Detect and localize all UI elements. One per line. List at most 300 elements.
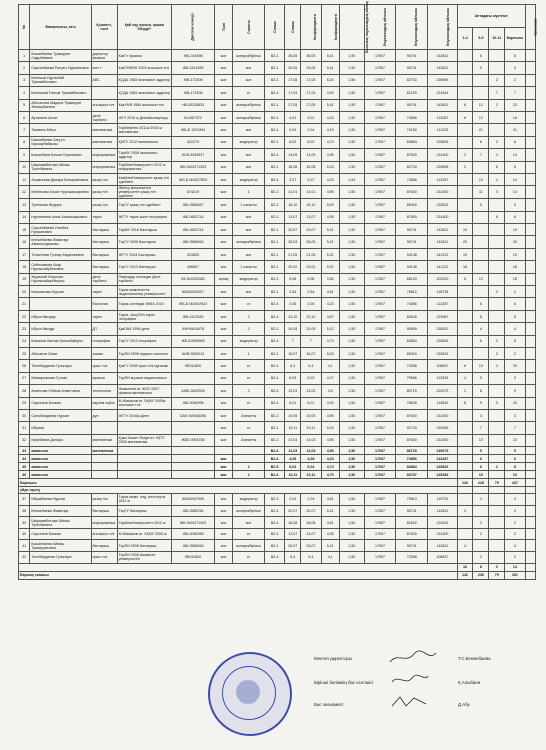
table-cell: [457, 199, 473, 211]
table-cell: 95741: [396, 540, 428, 552]
table-cell: [525, 74, 535, 86]
table-cell: 7: [19, 124, 30, 136]
table-cell: 17697: [364, 360, 396, 372]
table-cell: 10: [505, 434, 525, 446]
table-cell: 36,05: [301, 50, 321, 62]
table-cell: биология: [91, 298, 117, 310]
table-cell: жоғ: [215, 505, 233, 517]
table-cell: 19,11: [285, 422, 301, 434]
table-cell: Айтчанова Мадина Туякмурат Жанықбаевна: [30, 99, 91, 111]
table-cell: [525, 261, 535, 273]
table-cell: 86715: [396, 447, 428, 455]
table-cell: [489, 273, 505, 285]
table-cell: 74856: [396, 111, 428, 123]
table-row: [19, 360, 536, 372]
table-cell: 5: [473, 199, 489, 211]
table-cell: 6,01: [285, 397, 301, 409]
table-cell: 2: [233, 310, 265, 322]
table-cell: 874219: [172, 186, 215, 199]
table-cell: [457, 409, 473, 421]
table-cell: 18,08: [301, 517, 321, 529]
table-row: [19, 517, 536, 529]
table-cell: В2-1: [264, 261, 284, 273]
table-cell: Кенжебаева Жамилуа Аманкелдыкызы: [30, 236, 91, 248]
table-cell: 1,50: [339, 149, 364, 161]
table-row: [19, 463, 536, 471]
table-cell: [91, 87, 117, 99]
table-cell: 1,50: [339, 360, 364, 372]
table-cell: В2-1: [264, 224, 284, 236]
table-cell: 17697: [364, 87, 396, 99]
table-cell: 23: [505, 99, 525, 111]
table-cell: 1,50: [339, 422, 364, 434]
table-cell: 5,41: [321, 224, 339, 236]
table-cell: 10,05: [285, 409, 301, 421]
table-cell: 20,07: [301, 505, 321, 517]
col-coef: Коэффициенті: [301, 5, 321, 50]
table-cell: 1,50: [339, 323, 364, 335]
table-cell: 120073: [428, 385, 457, 397]
table-cell: ТарГУ бастауыш: [117, 505, 171, 517]
table-cell: Сатыбалдиева Нурсан: [30, 409, 91, 421]
subtotal-row-cell: 0: [489, 563, 505, 571]
table-cell: ТарГУ 2013 бастауыш: [117, 261, 171, 273]
table-cell: 4,61: [321, 494, 339, 506]
table-cell: жоғ: [215, 494, 233, 506]
table-cell: 4,95: [321, 447, 339, 455]
table-cell: [473, 347, 489, 359]
table-cell: жоғ: [215, 199, 233, 211]
table-cell: [473, 236, 489, 248]
table-cell: 6: [473, 136, 489, 148]
table-cell: 4,5: [321, 385, 339, 397]
table-cell: география: [91, 335, 117, 347]
table-cell: [525, 335, 535, 347]
table-cell: 143811: [428, 50, 457, 62]
table-cell: 1,50: [339, 517, 364, 529]
table-cell: қазақ тілі: [91, 494, 117, 506]
table-cell: 1,90: [339, 62, 364, 74]
table-cell: Сейлхамова Асар Нурлыкайрбековна: [30, 261, 91, 273]
table-cell: 2: [457, 161, 473, 173]
table-cell: 1,50: [339, 211, 364, 223]
total-row-cell: 79: [489, 479, 505, 487]
table-cell: жоғ: [215, 463, 233, 471]
table-cell: [489, 447, 505, 455]
table-cell: 89016: [396, 347, 428, 359]
table-cell: 34: [19, 455, 30, 463]
table-cell: 17697: [364, 186, 396, 199]
table-cell: 78812: [396, 286, 428, 298]
table-cell: Жетісу мемлекеттік университеті қазақ тілі әдебиеті: [117, 186, 171, 199]
table-cell: 8: [473, 310, 489, 322]
table-cell: модератор: [233, 173, 265, 185]
table-cell: 74856: [396, 298, 428, 310]
table-cell: 27: [19, 372, 30, 384]
table-cell: [525, 273, 535, 285]
table-cell: ТарМемУни 2011ж 2016 ж математика: [117, 124, 171, 136]
table-cell: [457, 298, 473, 310]
table-cell: 4,01: [301, 111, 321, 123]
table-cell: 3: [505, 409, 525, 421]
table-cell: В2-4: [264, 360, 284, 372]
table-cell: жоғ: [215, 62, 233, 74]
table-cell: 4,74: [321, 136, 339, 148]
table-cell: Кумсбаева Динара: [30, 434, 91, 446]
table-cell: 1,50: [339, 298, 364, 310]
table-cell: 7: [505, 87, 525, 99]
section-row-label: үйде оқыту: [19, 487, 458, 494]
table-cell: 133524: [428, 347, 457, 359]
table-cell: 16,07: [285, 347, 301, 359]
table-cell: 131400: [428, 434, 457, 446]
table-cell: [525, 286, 535, 298]
table-cell: 17697: [364, 261, 396, 273]
table-cell: 17697: [364, 286, 396, 298]
table-cell: 6,01: [301, 397, 321, 409]
table-cell: дүн: [91, 409, 117, 421]
table-cell: В2-4: [264, 397, 284, 409]
table-cell: қазақ тілі: [91, 173, 117, 185]
table-cell: 4,08: [285, 455, 301, 463]
table-cell: 2: [473, 517, 489, 529]
table-cell: 14: [19, 211, 30, 223]
table-cell: жоғары/бірінші: [233, 111, 265, 123]
subtotal-row-cell: 16: [457, 563, 473, 571]
table-cell: 2: [233, 385, 265, 397]
table-cell: 10: [505, 471, 525, 479]
table-cell: В2-4: [264, 552, 284, 564]
table-row: [19, 528, 536, 540]
grand-total-row-cell: 142: [457, 571, 473, 579]
table-cell: Ибрайбаева Нурсая: [30, 494, 91, 506]
table-cell: [457, 335, 473, 347]
table-cell: 118728: [428, 286, 457, 298]
table-cell: [525, 173, 535, 185]
table-cell: 75566: [396, 372, 428, 384]
section-row-cell: [457, 487, 473, 494]
table-cell: [489, 323, 505, 335]
table-cell: 9: [473, 397, 489, 409]
deputy-label: Бірінші бөлімнің бас есепшісі: [314, 680, 374, 685]
table-cell: 3,07: [285, 173, 301, 185]
table-cell: 79813: [396, 494, 428, 506]
table-cell: В2-5: [264, 385, 284, 397]
table-cell: Тараз мемлекеттік педагогикалық университеті: [117, 286, 171, 298]
tarification-sheet: [18, 1, 538, 580]
table-cell: 2: [473, 552, 489, 564]
table-cell: [489, 372, 505, 384]
table-cell: 4: [473, 323, 489, 335]
table-cell: 28: [19, 385, 30, 397]
table-cell: жоғ: [215, 471, 233, 479]
table-cell: В2-2: [264, 211, 284, 223]
table-cell: 11: [473, 186, 489, 199]
table-cell: бастауыш: [91, 540, 117, 552]
table-cell: 1 санатты: [233, 261, 265, 273]
table-row: [19, 347, 536, 359]
table-cell: 5: [473, 447, 489, 455]
table-cell: 6,4: [285, 360, 301, 372]
table-row: [19, 236, 536, 248]
table-cell: 1,50: [339, 447, 364, 455]
table-cell: 6: [457, 99, 473, 111]
table-row: [19, 136, 536, 148]
table-cell: [489, 124, 505, 136]
table-cell: ст: [233, 372, 265, 384]
table-cell: В3-3: [264, 273, 284, 285]
table-cell: 25: [19, 347, 30, 359]
table-cell: 27,05: [301, 99, 321, 111]
table-cell: ҚазГУ 2008 орыс тілі мұғалімі: [117, 360, 171, 372]
table-cell: 87600: [396, 528, 428, 540]
table-cell: 1: [19, 50, 30, 62]
table-cell: [117, 455, 171, 463]
table-cell: 17697: [364, 505, 396, 517]
table-cell: арнау: [215, 273, 233, 285]
table-cell: [172, 471, 215, 479]
table-cell: 1,50: [339, 87, 364, 99]
table-cell: 82733: [396, 161, 428, 173]
table-cell: 5: [505, 447, 525, 455]
table-cell: жоғ: [215, 211, 233, 223]
table-cell: 108837: [428, 552, 457, 564]
grand-total-row-cell: 451: [505, 571, 525, 579]
table-cell: ЖБ-0084996: [172, 397, 215, 409]
table-cell: 1,50: [339, 494, 364, 506]
table-cell: 23,10: [301, 310, 321, 322]
table-cell: [489, 505, 505, 517]
table-cell: 7: [285, 335, 301, 347]
accountant-name: Д.Абу: [458, 702, 470, 707]
table-cell: [525, 397, 535, 409]
official-seal: [208, 652, 292, 736]
col-hours: Аптадағы жүктеме: [457, 5, 525, 28]
table-cell: Айтчанов Лазат: [30, 347, 91, 359]
table-cell: 17697: [364, 236, 396, 248]
table-cell: 4,67: [321, 310, 339, 322]
table-cell: ЖБ-Б 1201994: [172, 124, 215, 136]
table-cell: 16,10: [301, 199, 321, 211]
table-cell: математика: [91, 124, 117, 136]
table-cell: ЖБ-0687214: [172, 211, 215, 223]
table-cell: 19: [457, 224, 473, 236]
table-cell: 36: [19, 471, 30, 479]
table-cell: [525, 149, 535, 161]
table-cell: 16,10: [285, 199, 301, 211]
table-cell: 20: [505, 397, 525, 409]
table-cell: жоғ: [233, 62, 265, 74]
table-cell: тарих: [91, 211, 117, 223]
table-cell: 26,07: [285, 540, 301, 552]
table-cell: [457, 74, 473, 86]
table-cell: 20: [457, 236, 473, 248]
table-cell: 80715: [396, 385, 428, 397]
table-cell: 4: [19, 87, 30, 99]
table-cell: 5,03: [321, 347, 339, 359]
table-cell: жоғ: [215, 298, 233, 310]
table-cell: 17697: [364, 385, 396, 397]
table-cell: вакансия: [30, 455, 91, 463]
table-row: [19, 50, 536, 62]
table-cell: 20,07: [285, 224, 301, 236]
table-cell: 119720: [428, 494, 457, 506]
col-grade: Санаты: [233, 5, 265, 50]
table-cell: 112287: [428, 298, 457, 310]
table-cell: 72558: [396, 552, 428, 564]
table-cell: [525, 124, 535, 136]
accountant-label: Бас экономист: [314, 702, 344, 707]
table-cell: 2,54: [285, 286, 301, 298]
table-cell: Жәмкенов ат. ЖОУ 2007 физика-математика: [117, 385, 171, 397]
table-cell: Мамырханова Гүлсім: [30, 372, 91, 384]
table-cell: 9: [505, 385, 525, 397]
table-cell: [91, 422, 117, 434]
table-cell: КОБ-0345937: [172, 149, 215, 161]
table-cell: 5,24: [321, 422, 339, 434]
table-cell: жоғары/бірінші: [233, 50, 265, 62]
table-cell: 2,05: [285, 298, 301, 310]
table-cell: Кенешов Нурлыбай Туякамбекович: [30, 74, 91, 86]
table-cell: 5: [19, 99, 30, 111]
table-cell: 6: [457, 111, 473, 123]
table-cell: [525, 199, 535, 211]
table-cell: ст: [233, 552, 265, 564]
table-cell: 87600: [396, 211, 428, 223]
table-cell: [457, 463, 473, 471]
table-cell: ҚМТУ 2012 математика: [117, 136, 171, 148]
table-cell: вакансия: [30, 463, 91, 471]
table-cell: 1,50: [339, 385, 364, 397]
table-cell: [525, 471, 535, 479]
table-cell: 20,07: [285, 505, 301, 517]
table-cell: [473, 540, 489, 552]
table-cell: 125826: [428, 335, 457, 347]
table-cell: [489, 409, 505, 421]
table-cell: [489, 310, 505, 322]
table-cell: бастауыш: [91, 224, 117, 236]
table-cell: В2-1: [264, 74, 284, 86]
table-cell: В2-2: [264, 186, 284, 199]
table-cell: орыс тілі: [91, 552, 117, 564]
table-row: [19, 173, 536, 185]
table-cell: Ибуса Мөлдір: [30, 323, 91, 335]
table-cell: М.Жазыков ат. ОҚМУ 2005ж агылшын тілі: [117, 397, 171, 409]
subtotal-row-cell: [525, 563, 535, 571]
table-cell: 2,04: [301, 494, 321, 506]
table-cell: жоғары/бірінші: [233, 540, 265, 552]
table-cell: 17697: [364, 50, 396, 62]
table-cell: 131400: [428, 186, 457, 199]
table-cell: 21: [505, 124, 525, 136]
table-cell: жоғ: [215, 161, 233, 173]
table-cell: 14,01: [301, 186, 321, 199]
table-cell: 95741: [396, 224, 428, 236]
table-row: [19, 248, 536, 260]
table-cell: жоғ: [215, 74, 233, 86]
table-cell: SB011800: [172, 360, 215, 372]
table-row: [19, 149, 536, 161]
table-cell: [525, 434, 535, 446]
table-cell: Кенжебаева Жамилуа: [30, 505, 91, 517]
table-cell: [457, 310, 473, 322]
table-cell: жоғары/бірінші: [233, 99, 265, 111]
table-cell: АНН0615478: [172, 323, 215, 335]
table-cell: ЖБ-0423330: [172, 310, 215, 322]
table-cell: 4,95: [321, 409, 339, 421]
table-cell: [473, 211, 489, 223]
table-cell: 4,61: [321, 286, 339, 298]
table-cell: АЖБ-0622945: [172, 385, 215, 397]
table-cell: [457, 124, 473, 136]
table-cell: 2: [233, 463, 265, 471]
table-cell: [457, 552, 473, 564]
table-cell: 1,50: [339, 505, 364, 517]
table-cell: жоғ: [215, 517, 233, 529]
table-cell: 21: [19, 298, 30, 310]
table-cell: 131400: [428, 211, 457, 223]
table-cell: Жұмыхай Бекуткан Нурлыкайырбекулы: [30, 273, 91, 285]
table-cell: 14,03: [285, 434, 301, 446]
table-cell: 9: [19, 149, 30, 161]
table-cell: 14: [505, 186, 525, 199]
table-cell: [215, 447, 233, 455]
table-cell: 5,41: [321, 62, 339, 74]
table-cell: В2-4: [264, 335, 284, 347]
table-cell: 4,23: [321, 455, 339, 463]
table-cell: В2-1: [264, 248, 284, 260]
table-cell: ҚазГАМ 1998 дене: [117, 323, 171, 335]
col-n: №: [19, 5, 30, 50]
table-cell: 17697: [364, 211, 396, 223]
table-cell: 13,07: [285, 528, 301, 540]
table-cell: 20,05: [285, 62, 301, 74]
table-cell: Ауталиев Асхат: [30, 111, 91, 123]
table-cell: №1067372: [172, 111, 215, 123]
table-cell: 8: [505, 50, 525, 62]
table-cell: бастауыш: [91, 236, 117, 248]
table-cell: 74150: [396, 124, 428, 136]
table-cell: химия: [91, 347, 117, 359]
table-row: [19, 471, 536, 479]
table-cell: 6: [505, 298, 525, 310]
table-cell: 7: [489, 87, 505, 99]
table-cell: КазУМЯ 1984 агылшын тілі: [117, 99, 171, 111]
table-cell: 17,04: [301, 87, 321, 99]
table-cell: [525, 62, 535, 74]
table-cell: 14: [505, 173, 525, 185]
table-cell: 112287: [428, 173, 457, 185]
table-cell: [525, 236, 535, 248]
table-cell: 323653: [172, 248, 215, 260]
table-cell: 4,59: [321, 87, 339, 99]
table-cell: [489, 528, 505, 540]
table-cell: [525, 310, 535, 322]
table-cell: В2-2: [264, 434, 284, 446]
table-row: [19, 335, 536, 347]
table-cell: Кошанбаев Бекзат Ералиевич: [30, 149, 91, 161]
subtotal-row-label: [19, 563, 458, 571]
table-cell: [457, 173, 473, 185]
table-cell: 6: [457, 360, 473, 372]
table-cell: 20,02: [301, 261, 321, 273]
table-cell: 6: [473, 298, 489, 310]
table-cell: 17697: [364, 455, 396, 463]
table-cell: 125383: [428, 471, 457, 479]
table-cell: 83884: [396, 136, 428, 148]
table-cell: Кошманова Нурсая: [30, 286, 91, 298]
table-cell: 2: [473, 528, 489, 540]
